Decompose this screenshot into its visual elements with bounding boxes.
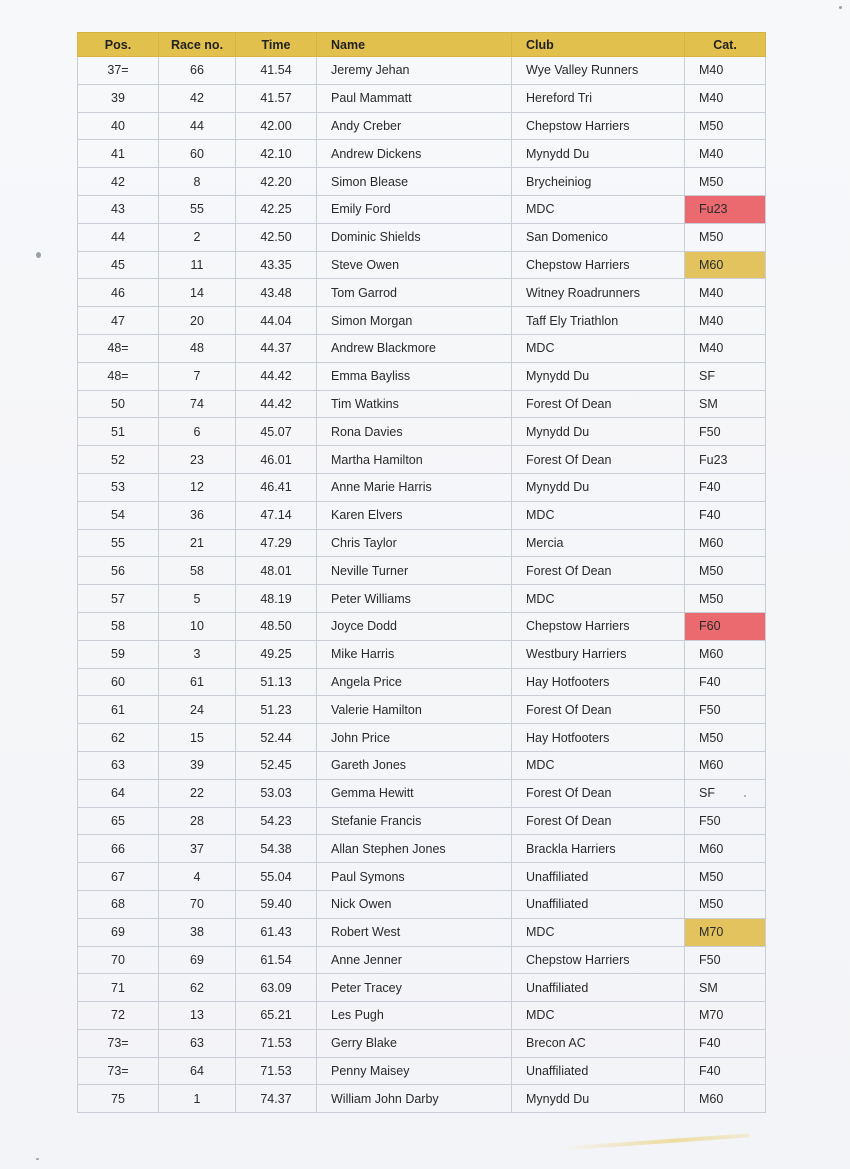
cell-name: Paul Mammatt <box>317 84 512 112</box>
cell-name: Joyce Dodd <box>317 612 512 640</box>
cell-race-no: 7 <box>159 362 236 390</box>
table-row <box>78 1029 766 1057</box>
cell-race-no: 63 <box>159 1029 236 1057</box>
cell-cat: M70 <box>685 918 766 946</box>
cell-name: Les Pugh <box>317 1002 512 1030</box>
cell-race-no: 15 <box>159 724 236 752</box>
cell-club: Mynydd Du <box>512 140 685 168</box>
cell-time: 44.42 <box>236 362 317 390</box>
cell-cat: M40 <box>685 140 766 168</box>
cell-cat: SM <box>685 974 766 1002</box>
cell-race-no: 11 <box>159 251 236 279</box>
cell-name: William John Darby <box>317 1085 512 1113</box>
cell-pos: 39 <box>78 84 159 112</box>
cell-name: Emma Bayliss <box>317 362 512 390</box>
cell-time: 42.20 <box>236 168 317 196</box>
cell-cat: F40 <box>685 501 766 529</box>
table-row <box>78 640 766 668</box>
cell-pos: 63 <box>78 751 159 779</box>
header-cat: Cat. <box>685 33 766 57</box>
cell-club: Unaffiliated <box>512 863 685 891</box>
cell-club: Forest Of Dean <box>512 390 685 418</box>
cell-race-no: 1 <box>159 1085 236 1113</box>
cell-cat: SM <box>685 390 766 418</box>
cell-club: Chepstow Harriers <box>512 251 685 279</box>
cell-race-no: 38 <box>159 918 236 946</box>
cell-club: Hay Hotfooters <box>512 668 685 696</box>
cell-race-no: 48 <box>159 334 236 362</box>
cell-club: MDC <box>512 1002 685 1030</box>
cell-name: Mike Harris <box>317 640 512 668</box>
cell-time: 43.35 <box>236 251 317 279</box>
cell-race-no: 20 <box>159 307 236 335</box>
table-row <box>78 1057 766 1085</box>
header-pos: Pos. <box>78 33 159 57</box>
cell-time: 46.41 <box>236 473 317 501</box>
cell-club: Mercia <box>512 529 685 557</box>
cell-pos: 44 <box>78 223 159 251</box>
cell-name: Andrew Dickens <box>317 140 512 168</box>
table-row <box>78 1002 766 1030</box>
cell-name: Anne Jenner <box>317 946 512 974</box>
cell-time: 54.38 <box>236 835 317 863</box>
cell-pos: 61 <box>78 696 159 724</box>
cell-race-no: 42 <box>159 84 236 112</box>
cell-time: 63.09 <box>236 974 317 1002</box>
cell-cat: M60 <box>685 529 766 557</box>
cell-name: Angela Price <box>317 668 512 696</box>
cell-club: MDC <box>512 751 685 779</box>
table-row <box>78 251 766 279</box>
cell-cat: SF <box>685 779 766 807</box>
cell-cat: M70 <box>685 1002 766 1030</box>
cell-name: Jeremy Jehan <box>317 57 512 85</box>
cell-cat: Fu23 <box>685 446 766 474</box>
cell-name: Emily Ford <box>317 195 512 223</box>
cell-cat: M40 <box>685 57 766 85</box>
cell-pos: 45 <box>78 251 159 279</box>
scan-speck <box>839 6 842 9</box>
cell-pos: 42 <box>78 168 159 196</box>
cell-race-no: 44 <box>159 112 236 140</box>
cell-pos: 41 <box>78 140 159 168</box>
cell-cat: M50 <box>685 112 766 140</box>
cell-time: 49.25 <box>236 640 317 668</box>
cell-pos: 48= <box>78 362 159 390</box>
cell-club: Brecon AC <box>512 1029 685 1057</box>
cell-club: Forest Of Dean <box>512 807 685 835</box>
table-row <box>78 890 766 918</box>
cell-time: 54.23 <box>236 807 317 835</box>
cell-cat: F60 <box>685 612 766 640</box>
cell-time: 51.23 <box>236 696 317 724</box>
cell-name: Anne Marie Harris <box>317 473 512 501</box>
cell-club: Hay Hotfooters <box>512 724 685 752</box>
table-row <box>78 696 766 724</box>
cell-time: 65.21 <box>236 1002 317 1030</box>
cell-club: Wye Valley Runners <box>512 57 685 85</box>
cell-name: Nick Owen <box>317 890 512 918</box>
cell-time: 71.53 <box>236 1029 317 1057</box>
cell-time: 42.50 <box>236 223 317 251</box>
cell-time: 45.07 <box>236 418 317 446</box>
cell-club: MDC <box>512 501 685 529</box>
cell-race-no: 39 <box>159 751 236 779</box>
cell-cat: M50 <box>685 890 766 918</box>
cell-pos: 59 <box>78 640 159 668</box>
cell-time: 42.10 <box>236 140 317 168</box>
cell-time: 52.45 <box>236 751 317 779</box>
cell-time: 48.01 <box>236 557 317 585</box>
cell-club: Unaffiliated <box>512 974 685 1002</box>
cell-club: Unaffiliated <box>512 890 685 918</box>
table-row <box>78 334 766 362</box>
cell-name: Andrew Blackmore <box>317 334 512 362</box>
cell-time: 46.01 <box>236 446 317 474</box>
table-row <box>78 557 766 585</box>
header-race-no: Race no. <box>159 33 236 57</box>
cell-time: 48.19 <box>236 585 317 613</box>
cell-race-no: 61 <box>159 668 236 696</box>
cell-name: Paul Symons <box>317 863 512 891</box>
cell-name: John Price <box>317 724 512 752</box>
cell-club: MDC <box>512 195 685 223</box>
cell-race-no: 70 <box>159 890 236 918</box>
table-row <box>78 501 766 529</box>
table-row <box>78 751 766 779</box>
cell-pos: 73= <box>78 1057 159 1085</box>
cell-cat: F40 <box>685 1057 766 1085</box>
table-row <box>78 807 766 835</box>
cell-pos: 69 <box>78 918 159 946</box>
cell-club: Forest Of Dean <box>512 696 685 724</box>
cell-time: 41.57 <box>236 84 317 112</box>
cell-pos: 75 <box>78 1085 159 1113</box>
cell-time: 48.50 <box>236 612 317 640</box>
cell-cat: F50 <box>685 418 766 446</box>
cell-club: Forest Of Dean <box>512 557 685 585</box>
race-results-table <box>77 32 766 1113</box>
cell-time: 47.29 <box>236 529 317 557</box>
cell-club: Chepstow Harriers <box>512 112 685 140</box>
cell-pos: 70 <box>78 946 159 974</box>
cell-race-no: 23 <box>159 446 236 474</box>
cell-pos: 64 <box>78 779 159 807</box>
cell-pos: 71 <box>78 974 159 1002</box>
cell-club: Brycheiniog <box>512 168 685 196</box>
cell-name: Neville Turner <box>317 557 512 585</box>
cell-pos: 52 <box>78 446 159 474</box>
cell-pos: 55 <box>78 529 159 557</box>
cell-club: Brackla Harriers <box>512 835 685 863</box>
highlighter-mark <box>560 1133 750 1150</box>
cell-time: 52.44 <box>236 724 317 752</box>
cell-time: 47.14 <box>236 501 317 529</box>
cell-cat: M50 <box>685 585 766 613</box>
cell-name: Simon Blease <box>317 168 512 196</box>
cell-club: Hereford Tri <box>512 84 685 112</box>
cell-cat: Fu23 <box>685 195 766 223</box>
cell-cat: M60 <box>685 835 766 863</box>
cell-cat: F40 <box>685 668 766 696</box>
scan-speck <box>36 1158 39 1160</box>
cell-name: Chris Taylor <box>317 529 512 557</box>
cell-club: Forest Of Dean <box>512 446 685 474</box>
cell-name: Peter Tracey <box>317 974 512 1002</box>
cell-pos: 72 <box>78 1002 159 1030</box>
table-header-row <box>78 33 766 57</box>
cell-pos: 48= <box>78 334 159 362</box>
cell-race-no: 4 <box>159 863 236 891</box>
table-row <box>78 1085 766 1113</box>
cell-pos: 51 <box>78 418 159 446</box>
cell-race-no: 6 <box>159 418 236 446</box>
table-row <box>78 168 766 196</box>
cell-club: Mynydd Du <box>512 473 685 501</box>
table-body <box>78 57 766 1113</box>
cell-cat: M60 <box>685 1085 766 1113</box>
table-row <box>78 473 766 501</box>
table-row <box>78 446 766 474</box>
cell-club: San Domenico <box>512 223 685 251</box>
table-row <box>78 223 766 251</box>
cell-pos: 60 <box>78 668 159 696</box>
cell-name: Gareth Jones <box>317 751 512 779</box>
cell-club: Taff Ely Triathlon <box>512 307 685 335</box>
cell-name: Tom Garrod <box>317 279 512 307</box>
cell-cat: SF <box>685 362 766 390</box>
cell-race-no: 74 <box>159 390 236 418</box>
cell-cat: M40 <box>685 307 766 335</box>
cell-name: Valerie Hamilton <box>317 696 512 724</box>
cell-pos: 43 <box>78 195 159 223</box>
cell-club: Mynydd Du <box>512 1085 685 1113</box>
cell-race-no: 64 <box>159 1057 236 1085</box>
scan-speck <box>744 795 746 797</box>
cell-pos: 50 <box>78 390 159 418</box>
cell-name: Andy Creber <box>317 112 512 140</box>
cell-cat: M40 <box>685 279 766 307</box>
cell-club: MDC <box>512 334 685 362</box>
cell-race-no: 66 <box>159 57 236 85</box>
cell-time: 74.37 <box>236 1085 317 1113</box>
cell-cat: F40 <box>685 473 766 501</box>
cell-time: 61.43 <box>236 918 317 946</box>
cell-race-no: 55 <box>159 195 236 223</box>
cell-pos: 68 <box>78 890 159 918</box>
cell-cat: F50 <box>685 696 766 724</box>
cell-club: Unaffiliated <box>512 1057 685 1085</box>
cell-club: Westbury Harriers <box>512 640 685 668</box>
cell-name: Steve Owen <box>317 251 512 279</box>
cell-race-no: 69 <box>159 946 236 974</box>
header-name: Name <box>317 33 512 57</box>
cell-race-no: 22 <box>159 779 236 807</box>
cell-pos: 46 <box>78 279 159 307</box>
cell-pos: 66 <box>78 835 159 863</box>
table-row <box>78 918 766 946</box>
cell-club: Chepstow Harriers <box>512 612 685 640</box>
table-row <box>78 84 766 112</box>
cell-pos: 56 <box>78 557 159 585</box>
cell-name: Rona Davies <box>317 418 512 446</box>
cell-club: Mynydd Du <box>512 418 685 446</box>
cell-race-no: 37 <box>159 835 236 863</box>
cell-name: Tim Watkins <box>317 390 512 418</box>
cell-club: Chepstow Harriers <box>512 946 685 974</box>
cell-cat: M60 <box>685 640 766 668</box>
cell-cat: M50 <box>685 168 766 196</box>
cell-race-no: 62 <box>159 974 236 1002</box>
cell-pos: 40 <box>78 112 159 140</box>
cell-pos: 57 <box>78 585 159 613</box>
cell-name: Penny Maisey <box>317 1057 512 1085</box>
cell-pos: 58 <box>78 612 159 640</box>
table-row <box>78 390 766 418</box>
cell-name: Simon Morgan <box>317 307 512 335</box>
table-row <box>78 112 766 140</box>
cell-time: 44.37 <box>236 334 317 362</box>
table-row <box>78 612 766 640</box>
table-row <box>78 279 766 307</box>
cell-race-no: 28 <box>159 807 236 835</box>
cell-name: Martha Hamilton <box>317 446 512 474</box>
table-row <box>78 418 766 446</box>
cell-club: MDC <box>512 585 685 613</box>
cell-cat: F40 <box>685 1029 766 1057</box>
table-row <box>78 974 766 1002</box>
cell-cat: M50 <box>685 863 766 891</box>
cell-race-no: 2 <box>159 223 236 251</box>
cell-pos: 62 <box>78 724 159 752</box>
cell-time: 55.04 <box>236 863 317 891</box>
table-row <box>78 529 766 557</box>
table-row <box>78 668 766 696</box>
table-row <box>78 362 766 390</box>
cell-race-no: 3 <box>159 640 236 668</box>
cell-time: 71.53 <box>236 1057 317 1085</box>
cell-pos: 73= <box>78 1029 159 1057</box>
scan-speck <box>36 252 41 258</box>
table-row <box>78 946 766 974</box>
cell-cat: M50 <box>685 223 766 251</box>
cell-cat: F50 <box>685 807 766 835</box>
cell-race-no: 8 <box>159 168 236 196</box>
cell-cat: M40 <box>685 84 766 112</box>
cell-pos: 54 <box>78 501 159 529</box>
cell-cat: M60 <box>685 751 766 779</box>
cell-name: Gerry Blake <box>317 1029 512 1057</box>
cell-name: Gemma Hewitt <box>317 779 512 807</box>
cell-cat: M40 <box>685 334 766 362</box>
cell-pos: 53 <box>78 473 159 501</box>
header-time: Time <box>236 33 317 57</box>
cell-club: Witney Roadrunners <box>512 279 685 307</box>
cell-pos: 67 <box>78 863 159 891</box>
cell-time: 41.54 <box>236 57 317 85</box>
cell-race-no: 21 <box>159 529 236 557</box>
cell-cat: M60 <box>685 251 766 279</box>
cell-pos: 65 <box>78 807 159 835</box>
table-row <box>78 863 766 891</box>
cell-name: Stefanie Francis <box>317 807 512 835</box>
cell-race-no: 10 <box>159 612 236 640</box>
table-row <box>78 195 766 223</box>
cell-time: 51.13 <box>236 668 317 696</box>
cell-time: 43.48 <box>236 279 317 307</box>
cell-name: Dominic Shields <box>317 223 512 251</box>
cell-time: 44.42 <box>236 390 317 418</box>
cell-time: 42.25 <box>236 195 317 223</box>
table-row <box>78 57 766 85</box>
cell-name: Peter Williams <box>317 585 512 613</box>
table-row <box>78 140 766 168</box>
cell-race-no: 24 <box>159 696 236 724</box>
cell-race-no: 12 <box>159 473 236 501</box>
table-row <box>78 724 766 752</box>
cell-club: Mynydd Du <box>512 362 685 390</box>
cell-race-no: 36 <box>159 501 236 529</box>
cell-cat: F50 <box>685 946 766 974</box>
cell-time: 44.04 <box>236 307 317 335</box>
cell-race-no: 5 <box>159 585 236 613</box>
cell-club: Forest Of Dean <box>512 779 685 807</box>
cell-race-no: 14 <box>159 279 236 307</box>
cell-time: 42.00 <box>236 112 317 140</box>
cell-time: 59.40 <box>236 890 317 918</box>
cell-time: 61.54 <box>236 946 317 974</box>
table-row <box>78 779 766 807</box>
cell-name: Allan Stephen Jones <box>317 835 512 863</box>
table-row <box>78 307 766 335</box>
cell-name: Karen Elvers <box>317 501 512 529</box>
cell-race-no: 58 <box>159 557 236 585</box>
cell-time: 53.03 <box>236 779 317 807</box>
cell-name: Robert West <box>317 918 512 946</box>
table-row <box>78 585 766 613</box>
cell-cat: M50 <box>685 557 766 585</box>
table-row <box>78 835 766 863</box>
cell-pos: 37= <box>78 57 159 85</box>
header-club: Club <box>512 33 685 57</box>
cell-race-no: 13 <box>159 1002 236 1030</box>
cell-cat: M50 <box>685 724 766 752</box>
cell-race-no: 60 <box>159 140 236 168</box>
cell-pos: 47 <box>78 307 159 335</box>
cell-club: MDC <box>512 918 685 946</box>
